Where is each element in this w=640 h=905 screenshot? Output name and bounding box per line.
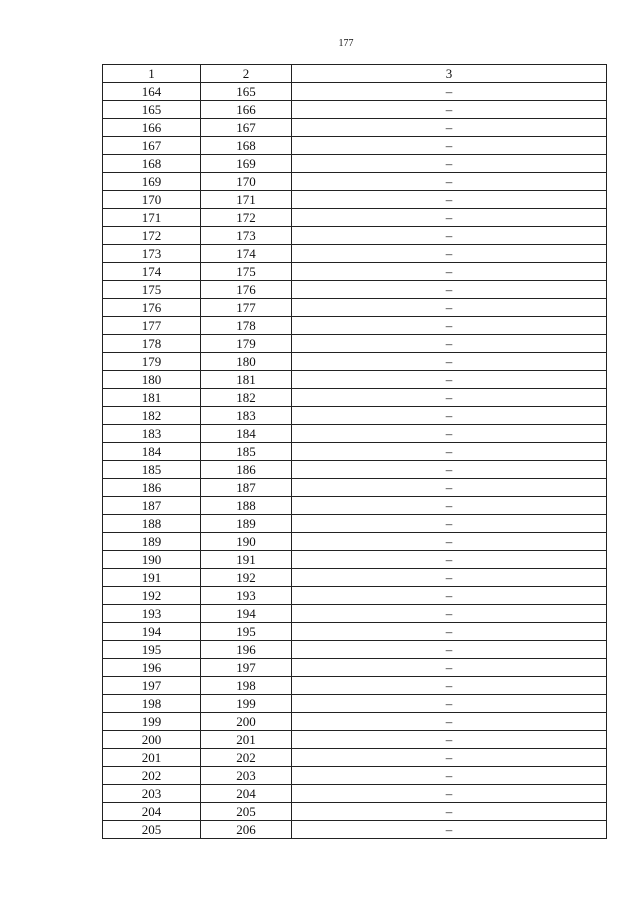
table-cell-col-3: – bbox=[292, 443, 607, 461]
table-cell-col-1: 165 bbox=[103, 101, 201, 119]
table-cell-col-1: 193 bbox=[103, 605, 201, 623]
table-cell-col-2: 204 bbox=[201, 785, 292, 803]
table-cell-col-3: – bbox=[292, 587, 607, 605]
table-row bbox=[103, 803, 607, 821]
table-cell-col-2: 198 bbox=[201, 677, 292, 695]
table-cell-col-1: 176 bbox=[103, 299, 201, 317]
table-cell-col-1: 169 bbox=[103, 173, 201, 191]
table-cell-col-1: 200 bbox=[103, 731, 201, 749]
table-cell-col-1: 205 bbox=[103, 821, 201, 839]
table-row bbox=[103, 191, 607, 209]
column-header-3: 3 bbox=[292, 65, 607, 83]
table-cell-col-2: 179 bbox=[201, 335, 292, 353]
table-cell-col-3: – bbox=[292, 299, 607, 317]
table-cell-col-2: 168 bbox=[201, 137, 292, 155]
table-cell-col-1: 199 bbox=[103, 713, 201, 731]
table-cell-col-1: 185 bbox=[103, 461, 201, 479]
table-cell-col-2: 184 bbox=[201, 425, 292, 443]
table-cell-col-3: – bbox=[292, 407, 607, 425]
table-cell-col-2: 206 bbox=[201, 821, 292, 839]
table-cell-col-1: 170 bbox=[103, 191, 201, 209]
table-cell-col-3: – bbox=[292, 101, 607, 119]
table-cell-col-2: 187 bbox=[201, 479, 292, 497]
table-cell-col-1: 186 bbox=[103, 479, 201, 497]
table-cell-col-1: 197 bbox=[103, 677, 201, 695]
table-row bbox=[103, 515, 607, 533]
table-cell-col-2: 169 bbox=[201, 155, 292, 173]
table-row bbox=[103, 281, 607, 299]
table-row bbox=[103, 371, 607, 389]
table-cell-col-1: 167 bbox=[103, 137, 201, 155]
table-cell-col-3: – bbox=[292, 209, 607, 227]
table-cell-col-2: 183 bbox=[201, 407, 292, 425]
table-cell-col-2: 165 bbox=[201, 83, 292, 101]
table-cell-col-3: – bbox=[292, 641, 607, 659]
table-row bbox=[103, 227, 607, 245]
table-cell-col-2: 185 bbox=[201, 443, 292, 461]
table-cell-col-3: – bbox=[292, 191, 607, 209]
table-cell-col-3: – bbox=[292, 227, 607, 245]
table-cell-col-1: 172 bbox=[103, 227, 201, 245]
table-row bbox=[103, 767, 607, 785]
table-cell-col-2: 178 bbox=[201, 317, 292, 335]
table-cell-col-2: 189 bbox=[201, 515, 292, 533]
table-cell-col-1: 168 bbox=[103, 155, 201, 173]
table-cell-col-2: 171 bbox=[201, 191, 292, 209]
table-row bbox=[103, 353, 607, 371]
table-cell-col-2: 192 bbox=[201, 569, 292, 587]
table-row bbox=[103, 209, 607, 227]
table-cell-col-2: 197 bbox=[201, 659, 292, 677]
table-cell-col-3: – bbox=[292, 695, 607, 713]
table-cell-col-1: 181 bbox=[103, 389, 201, 407]
table-cell-col-2: 167 bbox=[201, 119, 292, 137]
table-cell-col-3: – bbox=[292, 785, 607, 803]
table-cell-col-2: 193 bbox=[201, 587, 292, 605]
table-cell-col-2: 195 bbox=[201, 623, 292, 641]
table-cell-col-1: 203 bbox=[103, 785, 201, 803]
table-cell-col-1: 178 bbox=[103, 335, 201, 353]
table-header bbox=[103, 65, 607, 83]
table-cell-col-2: 190 bbox=[201, 533, 292, 551]
table-cell-col-1: 175 bbox=[103, 281, 201, 299]
table-cell-col-1: 182 bbox=[103, 407, 201, 425]
table-row bbox=[103, 299, 607, 317]
table-cell-col-1: 179 bbox=[103, 353, 201, 371]
table-cell-col-3: – bbox=[292, 623, 607, 641]
table-cell-col-1: 202 bbox=[103, 767, 201, 785]
page-number: 177 bbox=[338, 38, 354, 49]
table-row bbox=[103, 263, 607, 281]
table-cell-col-1: 173 bbox=[103, 245, 201, 263]
table-cell-col-3: – bbox=[292, 119, 607, 137]
table-row bbox=[103, 119, 607, 137]
table-cell-col-1: 201 bbox=[103, 749, 201, 767]
table-cell-col-2: 201 bbox=[201, 731, 292, 749]
table-row bbox=[103, 407, 607, 425]
table-cell-col-3: – bbox=[292, 173, 607, 191]
table-cell-col-1: 196 bbox=[103, 659, 201, 677]
table-cell-col-2: 199 bbox=[201, 695, 292, 713]
table-cell-col-2: 172 bbox=[201, 209, 292, 227]
table-row bbox=[103, 695, 607, 713]
table-cell-col-2: 202 bbox=[201, 749, 292, 767]
table-cell-col-3: – bbox=[292, 497, 607, 515]
table-cell-col-1: 204 bbox=[103, 803, 201, 821]
table-cell-col-2: 173 bbox=[201, 227, 292, 245]
table-cell-col-1: 194 bbox=[103, 623, 201, 641]
table-cell-col-1: 180 bbox=[103, 371, 201, 389]
table-row bbox=[103, 551, 607, 569]
table-cell-col-3: – bbox=[292, 551, 607, 569]
table-cell-col-3: – bbox=[292, 767, 607, 785]
table-row bbox=[103, 389, 607, 407]
table-cell-col-2: 203 bbox=[201, 767, 292, 785]
table-row bbox=[103, 677, 607, 695]
table-cell-col-3: – bbox=[292, 515, 607, 533]
table-cell-col-3: – bbox=[292, 569, 607, 587]
table-cell-col-3: – bbox=[292, 137, 607, 155]
table-cell-col-2: 174 bbox=[201, 245, 292, 263]
table-cell-col-1: 171 bbox=[103, 209, 201, 227]
header-row bbox=[103, 65, 607, 83]
table-cell-col-3: – bbox=[292, 605, 607, 623]
table-cell-col-1: 191 bbox=[103, 569, 201, 587]
table-cell-col-1: 183 bbox=[103, 425, 201, 443]
table-cell-col-3: – bbox=[292, 731, 607, 749]
table-cell-col-1: 164 bbox=[103, 83, 201, 101]
table-row bbox=[103, 659, 607, 677]
table-cell-col-3: – bbox=[292, 155, 607, 173]
table-cell-col-2: 176 bbox=[201, 281, 292, 299]
table-row bbox=[103, 605, 607, 623]
table-cell-col-1: 198 bbox=[103, 695, 201, 713]
table-row bbox=[103, 641, 607, 659]
table-cell-col-2: 191 bbox=[201, 551, 292, 569]
table-row bbox=[103, 713, 607, 731]
data-table bbox=[102, 64, 607, 839]
table-cell-col-2: 170 bbox=[201, 173, 292, 191]
table-cell-col-1: 187 bbox=[103, 497, 201, 515]
table-cell-col-1: 184 bbox=[103, 443, 201, 461]
table-row bbox=[103, 155, 607, 173]
table-row bbox=[103, 497, 607, 515]
table-cell-col-3: – bbox=[292, 821, 607, 839]
table-cell-col-3: – bbox=[292, 533, 607, 551]
table-row bbox=[103, 731, 607, 749]
table-cell-col-3: – bbox=[292, 749, 607, 767]
table-cell-col-2: 177 bbox=[201, 299, 292, 317]
table-cell-col-3: – bbox=[292, 281, 607, 299]
table-cell-col-2: 175 bbox=[201, 263, 292, 281]
table-row bbox=[103, 317, 607, 335]
table-row bbox=[103, 173, 607, 191]
table-row bbox=[103, 443, 607, 461]
table-cell-col-3: – bbox=[292, 713, 607, 731]
table-row bbox=[103, 569, 607, 587]
table-row bbox=[103, 587, 607, 605]
table-row bbox=[103, 479, 607, 497]
table-row bbox=[103, 623, 607, 641]
table-row bbox=[103, 335, 607, 353]
table-row bbox=[103, 749, 607, 767]
table-cell-col-2: 186 bbox=[201, 461, 292, 479]
table-row bbox=[103, 461, 607, 479]
table-cell-col-3: – bbox=[292, 263, 607, 281]
table-cell-col-2: 180 bbox=[201, 353, 292, 371]
table-body bbox=[103, 83, 607, 839]
table-cell-col-2: 182 bbox=[201, 389, 292, 407]
table-row bbox=[103, 101, 607, 119]
table-cell-col-3: – bbox=[292, 461, 607, 479]
column-header-2: 2 bbox=[201, 65, 292, 83]
table-cell-col-1: 195 bbox=[103, 641, 201, 659]
table-cell-col-1: 188 bbox=[103, 515, 201, 533]
table-cell-col-1: 174 bbox=[103, 263, 201, 281]
table-cell-col-3: – bbox=[292, 389, 607, 407]
table-cell-col-3: – bbox=[292, 245, 607, 263]
table-cell-col-1: 177 bbox=[103, 317, 201, 335]
table-row bbox=[103, 245, 607, 263]
table-cell-col-3: – bbox=[292, 83, 607, 101]
table-cell-col-2: 166 bbox=[201, 101, 292, 119]
table-cell-col-3: – bbox=[292, 659, 607, 677]
table-cell-col-1: 190 bbox=[103, 551, 201, 569]
table-cell-col-3: – bbox=[292, 317, 607, 335]
table-cell-col-2: 181 bbox=[201, 371, 292, 389]
table-cell-col-3: – bbox=[292, 371, 607, 389]
table-row bbox=[103, 533, 607, 551]
table-row bbox=[103, 137, 607, 155]
table-cell-col-2: 194 bbox=[201, 605, 292, 623]
table-cell-col-2: 200 bbox=[201, 713, 292, 731]
table-cell-col-2: 188 bbox=[201, 497, 292, 515]
table-row bbox=[103, 83, 607, 101]
table-cell-col-2: 196 bbox=[201, 641, 292, 659]
table-row bbox=[103, 821, 607, 839]
table-cell-col-1: 166 bbox=[103, 119, 201, 137]
column-header-1: 1 bbox=[103, 65, 201, 83]
table-cell-col-2: 205 bbox=[201, 803, 292, 821]
table-cell-col-3: – bbox=[292, 677, 607, 695]
table-cell-col-1: 192 bbox=[103, 587, 201, 605]
table-cell-col-3: – bbox=[292, 353, 607, 371]
table-cell-col-3: – bbox=[292, 803, 607, 821]
table-row bbox=[103, 425, 607, 443]
table-row bbox=[103, 785, 607, 803]
table-cell-col-3: – bbox=[292, 425, 607, 443]
table-cell-col-3: – bbox=[292, 335, 607, 353]
table-cell-col-3: – bbox=[292, 479, 607, 497]
table-cell-col-1: 189 bbox=[103, 533, 201, 551]
